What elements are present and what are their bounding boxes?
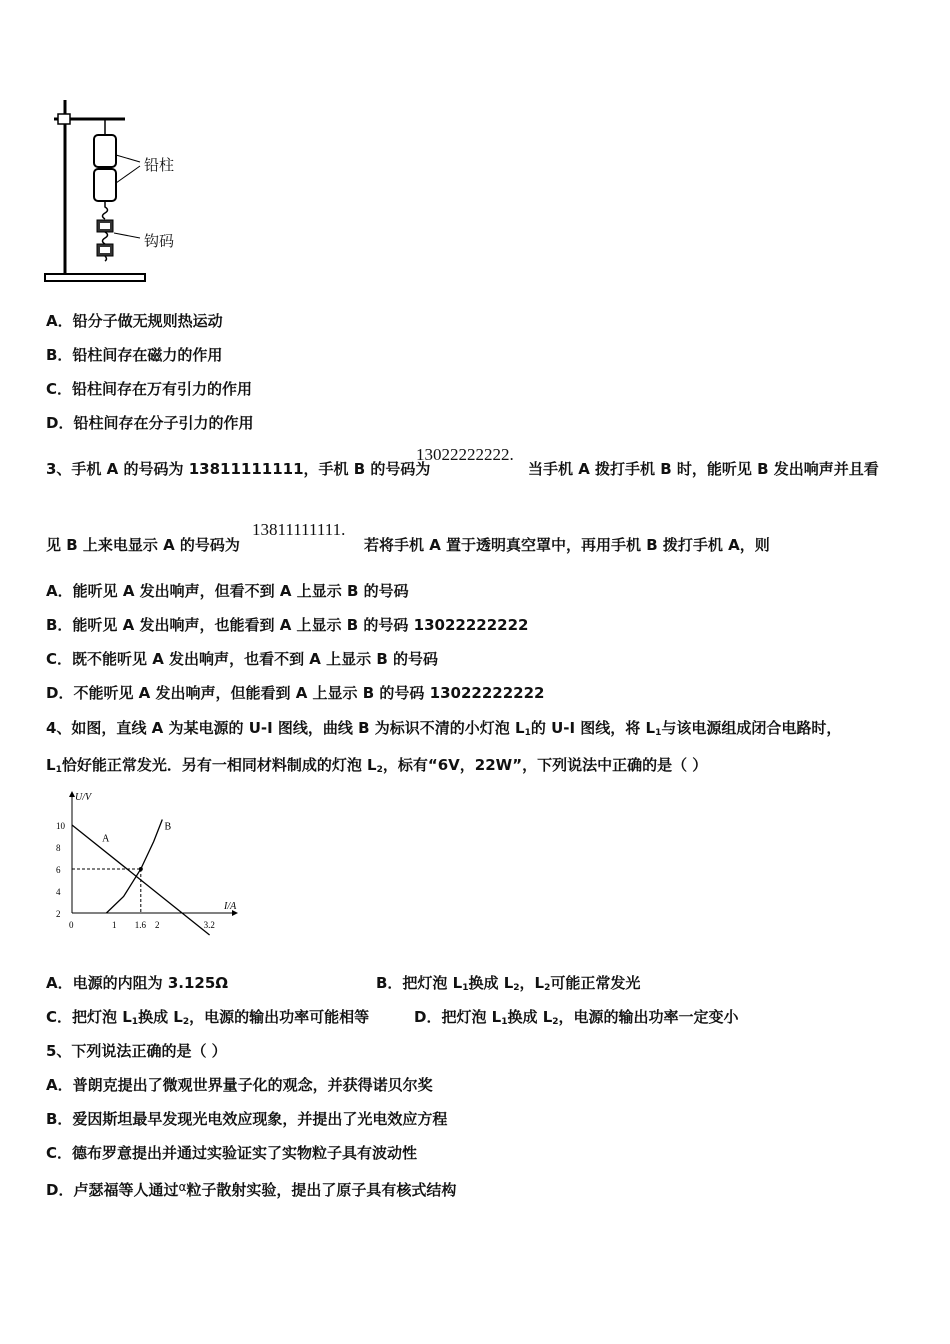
x-tick-label-1: 1 — [112, 920, 117, 930]
q3-option-a[interactable]: A．能听见 A 发出响声，但看不到 A 上显示 B 的号码 — [46, 582, 409, 600]
q4-stem-line2: $L_1$恰好能正常发光．另有一相同材料制成的灯泡 $L_2$，标有“6V，22W”，下列说法中正确的是（ ） — [46, 756, 708, 775]
lead-cylinder-bottom — [94, 169, 116, 201]
q3-option-b[interactable]: B．能听见 A 发出响声，也能看到 A 上显示 B 的号码 13022222222 — [46, 616, 529, 634]
x-tick-label-3: 2 — [155, 920, 160, 930]
alpha-symbol: α — [178, 1180, 187, 1194]
q3-option-c[interactable]: C．既不能听见 A 发出响声，也看不到 A 上显示 B 的号码 — [46, 650, 438, 668]
y-tick-label-2: 6 — [56, 865, 61, 875]
y-tick-label-4: 10 — [56, 821, 65, 831]
q2-option-b[interactable]: B．铅柱间存在磁力的作用 — [46, 346, 223, 364]
x-tick-label-0: 0 — [69, 920, 74, 930]
series-curve-b — [106, 820, 162, 914]
stand-base — [45, 274, 145, 281]
y-axis-label: U/V — [75, 792, 92, 803]
q4-option-a[interactable]: A．电源的内阻为 3.125Ω — [46, 974, 229, 992]
x-axis-label: I/A — [224, 901, 237, 912]
y-tick-label-0: 2 — [56, 909, 61, 919]
q5-option-a[interactable]: A．普朗克提出了微观世界量子化的观念，并获得诺贝尔奖 — [46, 1076, 433, 1094]
x-tick-label-4: 3.2 — [203, 920, 215, 930]
q3-stem-part3: 见 B 上来电显示 A 的号码为 — [46, 536, 240, 554]
q3-option-d[interactable]: D．不能听见 A 发出响声，但能看到 A 上显示 B 的号码 13022222222 — [46, 684, 545, 702]
q3-number-b: 13022222222. — [416, 445, 514, 464]
q5-stem: 5、下列说法正确的是（ ） — [46, 1042, 227, 1060]
q4-stem-line1: 4、如图，直线 A 为某电源的 U-I 图线，曲线 B 为标识不清的小灯泡 $L_1$的 U-I 图线，将 $L_1$与该电源组成闭合电路时， — [46, 719, 842, 738]
intersection-point — [139, 867, 143, 871]
q3-number-a: 13811111111. — [252, 520, 346, 539]
q3-stem-part2: 当手机 A 拨打手机 B 时，能听见 B 发出响声并且看 — [528, 460, 879, 478]
lead-cylinder-top — [94, 135, 116, 167]
lead-cylinder-apparatus — [40, 95, 200, 290]
q2-option-c[interactable]: C．铅柱间存在万有引力的作用 — [46, 380, 253, 398]
q5-option-c[interactable]: C．德布罗意提出并通过实验证实了实物粒子具有波动性 — [46, 1144, 418, 1162]
q5-option-d[interactable]: D．卢瑟福等人通过$^\alpha$粒子散射实验，提出了原子具有核式结构 — [46, 1180, 457, 1199]
q4-option-b[interactable]: B．把灯泡 $L_1$换成 $L_2$，$L_2$可能正常发光 — [376, 974, 641, 993]
x-tick-label-2: 1.6 — [134, 920, 147, 930]
hook-icon — [103, 201, 108, 219]
label-lead-cylinder: 铅柱 — [144, 156, 175, 174]
y-tick-label-3: 8 — [56, 843, 61, 853]
q2-option-d[interactable]: D．铅柱间存在分子引力的作用 — [46, 414, 254, 432]
q4-option-d[interactable]: D．把灯泡 $L_1$换成 $L_2$，电源的输出功率一定变小 — [414, 1008, 739, 1027]
label-hook-weight: 钩码 — [144, 232, 175, 250]
series-label-b: B — [164, 821, 172, 833]
series-label-a: A — [102, 833, 110, 845]
q5-option-b[interactable]: B．爱因斯坦最早发现光电效应现象，并提出了光电效应方程 — [46, 1110, 448, 1128]
q4-option-c[interactable]: C．把灯泡 $L_1$换成 $L_2$，电源的输出功率可能相等 — [46, 1008, 370, 1027]
q3-stem-part1: 3、手机 A 的号码为 13811111111，手机 B 的号码为 — [46, 460, 431, 478]
clamp — [58, 114, 70, 124]
q2-option-a[interactable]: A．铅分子做无规则热运动 — [46, 312, 223, 330]
ui-graph — [50, 788, 250, 938]
q3-stem-part4: 若将手机 A 置于透明真空罩中，再用手机 B 拨打手机 A，则 — [364, 536, 770, 554]
y-tick-label-1: 4 — [56, 887, 61, 897]
